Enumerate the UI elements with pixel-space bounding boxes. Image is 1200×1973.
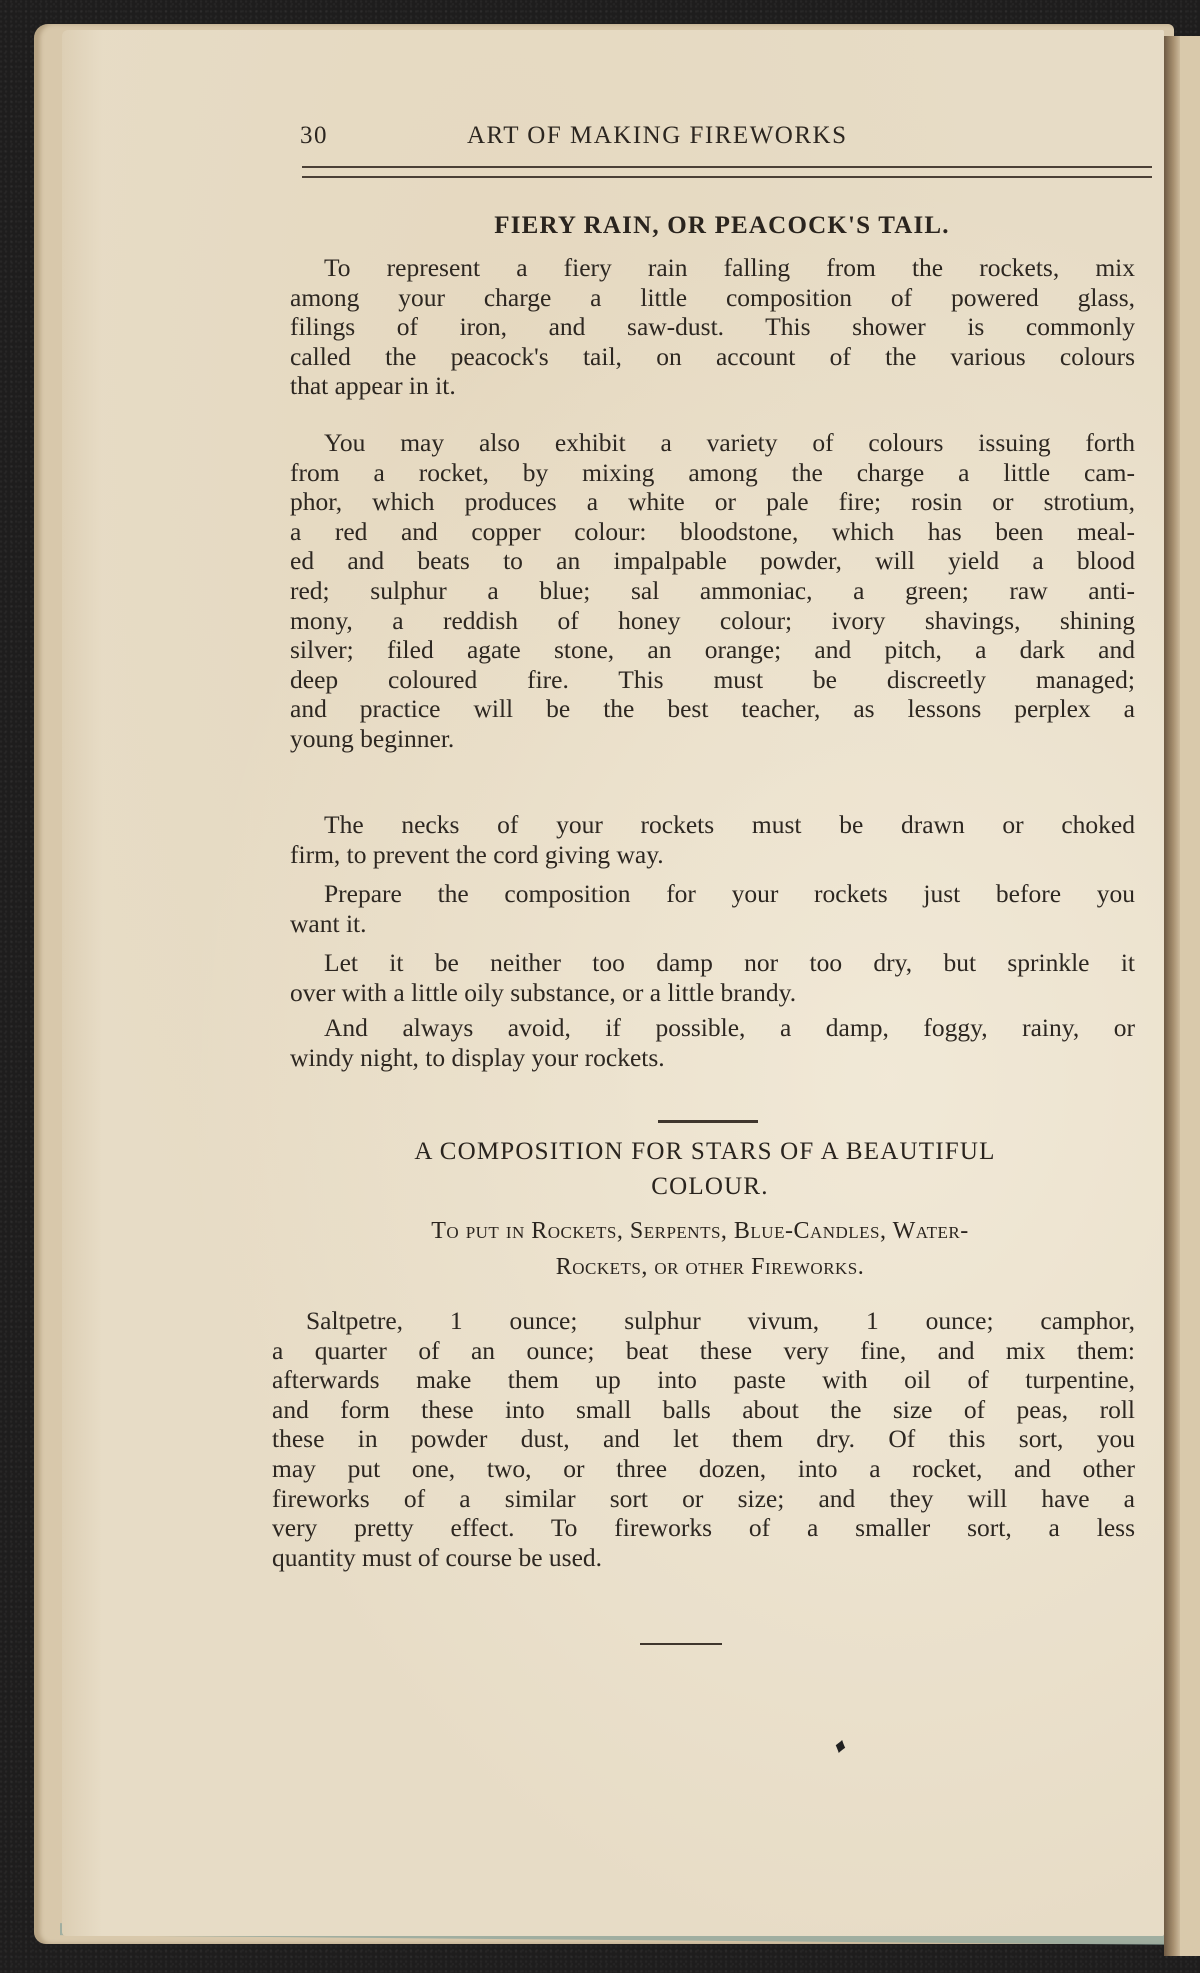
text-line: over with a little oily substance, or a little brandy. [290, 977, 797, 1007]
text-line: Saltpetre, 1 ounce; sulphur vivum, 1 ounce; camphor, [306, 1306, 1135, 1335]
text-line: a quarter of an ounce; beat these very fine, and mix them: [272, 1335, 1135, 1365]
text-line: quantity must of course be used. [272, 1542, 603, 1572]
text-line: And always avoid, if possible, a damp, foggy, rainy, or [324, 1013, 1135, 1042]
running-head-title: ART OF MAKING FIREWORKS [467, 122, 848, 149]
running-head [300, 122, 1140, 158]
text-line: filings of iron, and saw-dust. This shower is commonly [290, 312, 1135, 342]
section-subtitle-line2: Rockets, or other Fireworks. [555, 1254, 865, 1280]
text-line: ed and beats to an impalpable powder, will yield a blood [290, 546, 1135, 576]
section-title-composition-line1: A COMPOSITION FOR STARS OF A BEAUTIFUL [414, 1138, 996, 1165]
text-line: among your charge a little composition of powered glass, [290, 282, 1135, 312]
paragraph-1 [290, 253, 1135, 401]
text-line: The necks of your rockets must be drawn or choked [324, 810, 1135, 839]
facing-page-edge [1180, 36, 1200, 1956]
text-line: and form these into small balls about the size of peas, roll [272, 1394, 1135, 1424]
paragraph-5 [290, 948, 1135, 1007]
text-line: these in powder dust, and let them dry. Of this sort, you [272, 1424, 1135, 1454]
text-line: Let it be neither too damp nor too dry, but sprinkle it [324, 948, 1135, 977]
paragraph-3 [290, 810, 1135, 869]
text-line: phor, which produces a white or pale fire; rosin or strotium, [290, 487, 1135, 517]
text-line: and practice will be the best teacher, as lessons perplex a [290, 694, 1135, 724]
text-line: that appear in it. [290, 371, 456, 401]
header-rule-top [302, 166, 1152, 168]
header-rule-bottom [302, 176, 1152, 178]
text-line: fireworks of a similar sort or size; and they will have a [272, 1483, 1135, 1513]
section-title-composition-line2: COLOUR. [651, 1173, 769, 1200]
text-line: windy night, to display your rockets. [290, 1042, 665, 1072]
paragraph-composition [272, 1306, 1135, 1572]
end-divider [640, 1643, 722, 1645]
book-gutter [1164, 36, 1180, 1956]
text-line: firm, to prevent the cord giving way. [290, 839, 664, 869]
text-line: very pretty effect. To fireworks of a smaller sort, a less [272, 1513, 1135, 1543]
paragraph-6 [290, 1013, 1135, 1072]
section-divider [658, 1120, 758, 1123]
paragraph-2 [290, 428, 1135, 754]
text-line: young beginner. [290, 723, 455, 753]
text-line: mony, a reddish of honey colour; ivory shavings, shining [290, 605, 1135, 635]
text-line: called the peacock's tail, on account of the various colours [290, 341, 1135, 371]
section-subtitle-line1: To put in Rockets, Serpents, Blue-Candles, Water- [431, 1218, 969, 1244]
text-line: To represent a fiery rain falling from the rockets, mix [324, 253, 1135, 282]
text-line: You may also exhibit a variety of colours issuing forth [324, 428, 1135, 457]
text-line: from a rocket, by mixing among the charge a little cam- [290, 457, 1135, 487]
text-line: want it. [290, 908, 367, 938]
text-line: afterwards make them up into paste with oil of turpentine, [272, 1365, 1135, 1395]
page-number: 30 [300, 122, 328, 149]
text-line: silver; filed agate stone, an orange; and pitch, a dark and [290, 635, 1135, 665]
section-title-fiery-rain: FIERY RAIN, OR PEACOCK'S TAIL. [494, 212, 950, 239]
text-line: a red and copper colour: bloodstone, which has been meal- [290, 516, 1135, 546]
ink-spot-icon: ♦ [832, 1731, 850, 1760]
paragraph-4 [290, 879, 1135, 938]
text-line: deep coloured fire. This must be discreetly managed; [290, 664, 1135, 694]
text-line: Prepare the composition for your rockets just before you [324, 879, 1135, 908]
text-line: may put one, two, or three dozen, into a rocket, and other [272, 1453, 1135, 1483]
text-line: red; sulphur a blue; sal ammoniac, a green; raw anti- [290, 575, 1135, 605]
